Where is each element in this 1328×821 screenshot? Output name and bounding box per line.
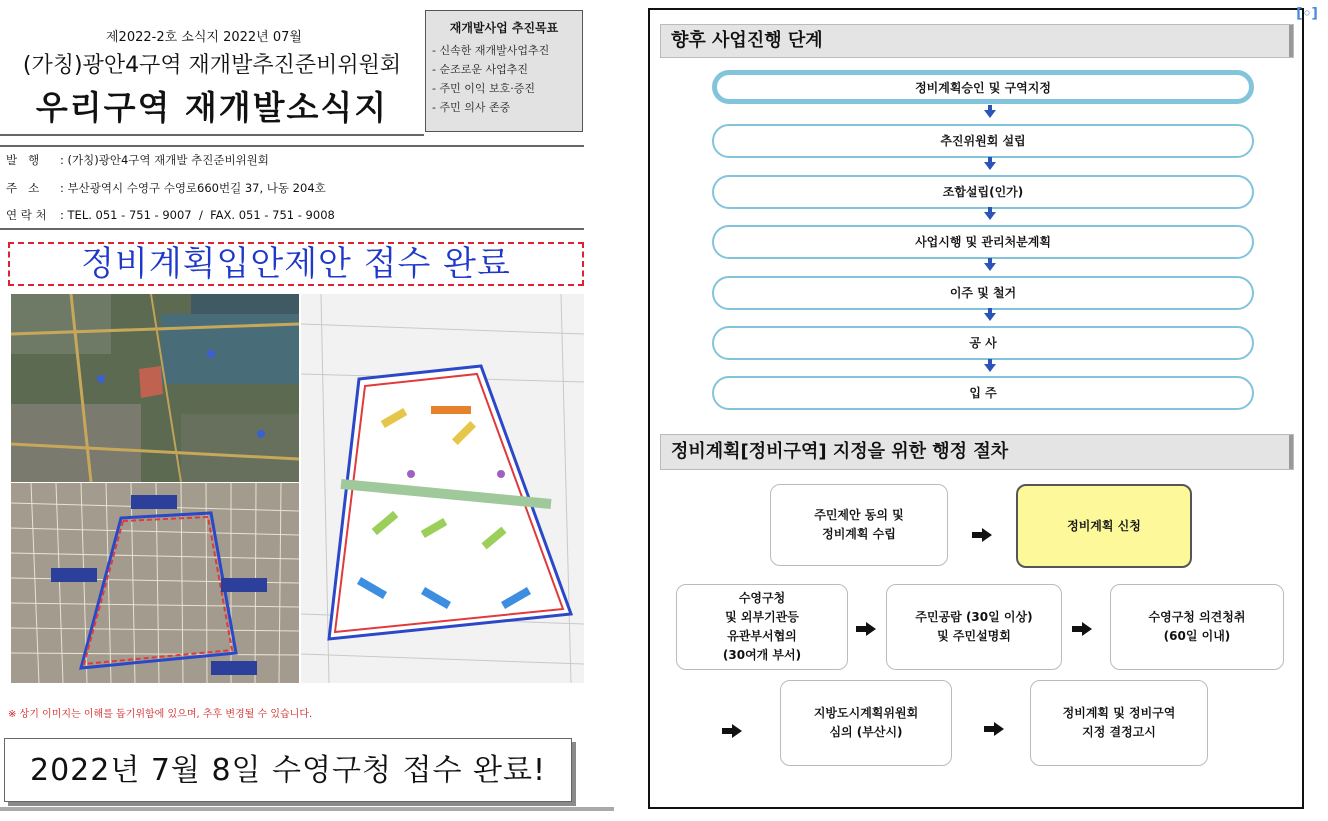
goal-item: - 주민 이익 보호·증진 (432, 82, 535, 95)
procedure-step: 주민제안 동의 및 정비계획 수립 (770, 484, 948, 566)
stage-item: 정비계획승인 및 구역지정 (712, 70, 1254, 104)
divider (0, 145, 584, 147)
goals-title: 재개발사업 추진목표 (449, 21, 559, 35)
right-arrow-icon (1072, 622, 1092, 636)
disclaimer-note: ※ 상기 이미지는 이해를 돕기위함에 있으며, 추후 변경될 수 있습니다. (8, 709, 313, 720)
procedure-step: 수영구청 및 외부기관등 유관부서협의 (30여개 부서) (676, 584, 848, 670)
right-arrow-icon (856, 622, 876, 636)
goal-item: - 신속한 재개발사업추진 (432, 44, 550, 57)
divider (0, 134, 424, 136)
down-arrow-icon (984, 212, 996, 220)
process-panel (648, 8, 1304, 809)
headline-banner: 정비계획입안제안 접수 완료 (8, 242, 584, 286)
right-arrow-icon (972, 528, 992, 542)
down-arrow-icon (984, 364, 996, 372)
down-arrow-icon (984, 110, 996, 118)
committee-name: (가칭)광안4구역 재개발추진준비위원회 (22, 53, 402, 78)
newsletter-title: 우리구역 재개발소식지 (35, 88, 389, 127)
info-key: 발 행 (6, 153, 40, 167)
info-value: : (가칭)광안4구역 재개발 추진준비위원회 (60, 153, 269, 167)
section-title-stages: 향후 사업진행 단계 (660, 24, 1294, 58)
stage-item: 입 주 (712, 376, 1254, 410)
contact-row (6, 207, 335, 223)
street-map (11, 483, 299, 683)
down-arrow-icon (984, 162, 996, 170)
site-plan (301, 294, 584, 683)
newsletter-panel (0, 0, 614, 821)
stage-item: 공 사 (712, 326, 1254, 360)
stage-item: 조합설립(인가) (712, 175, 1254, 209)
issue-line: 제2022-2호 소식지 2022년 07월 (106, 30, 302, 45)
publisher-row (6, 152, 269, 168)
procedure-step: 주민공람 (30일 이상) 및 주민설명회 (886, 584, 1062, 670)
procedure-step: 수영구청 의견청취 (60일 이내) (1110, 584, 1284, 670)
info-key: 연 락 처 (6, 208, 47, 222)
goal-item: - 순조로운 사업추진 (432, 63, 528, 76)
procedure-step: 지방도시계획위원회 심의 (부산시) (780, 680, 952, 766)
goals-box (425, 10, 583, 132)
down-arrow-icon (984, 263, 996, 271)
procedure-step: 정비계획 및 정비구역 지정 결정고시 (1030, 680, 1208, 766)
stage-item: 이주 및 철거 (712, 276, 1254, 310)
camera-icon[interactable]: [◦] (1296, 6, 1318, 22)
divider (0, 807, 614, 811)
info-value: : 부산광역시 수영구 수영로660번길 37, 나동 204호 (60, 181, 326, 195)
procedure-step-highlight: 정비계획 신청 (1016, 484, 1192, 568)
address-row (6, 180, 326, 196)
down-arrow-icon (984, 313, 996, 321)
stage-item: 추진위원회 설립 (712, 124, 1254, 158)
right-arrow-icon (984, 722, 1004, 736)
right-arrow-icon (722, 724, 742, 738)
stage-item: 사업시행 및 관리처분계획 (712, 225, 1254, 259)
info-value: : TEL. 051 - 751 - 9007 / FAX. 051 - 751 - 9008 (60, 208, 335, 222)
info-key: 주 소 (6, 181, 40, 195)
received-announcement: 2022년 7월 8일 수영구청 접수 완료! (4, 738, 572, 802)
aerial-photo (11, 294, 299, 482)
divider (0, 228, 584, 230)
section-title-procedure: 정비계획[정비구역] 지정을 위한 행정 절차 (660, 434, 1294, 470)
goal-item: - 주민 의사 존중 (432, 101, 511, 114)
